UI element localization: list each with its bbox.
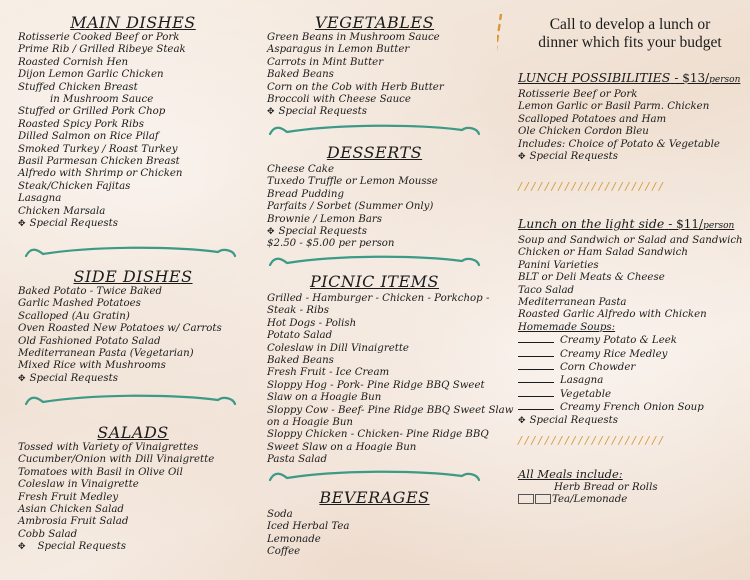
list-item: BLT or Deli Meats & Cheese (518, 272, 665, 284)
list-item: Potato Salad (267, 330, 333, 342)
light-side-per: person (703, 221, 735, 231)
list-item: Lasagna (18, 193, 62, 205)
lunch-possibilities-list (518, 89, 746, 163)
list-item: Rotisserie Cooked Beef or Pork (18, 32, 180, 43)
soup-item (518, 348, 746, 361)
list-item: Corn on the Cob with Herb Butter (267, 81, 444, 93)
bullet-icon: ✥ (518, 415, 526, 426)
lunch-possibilities-price: - $13/ (674, 71, 710, 85)
call-banner (516, 16, 744, 52)
soup-item (518, 334, 746, 347)
special-requests (18, 218, 248, 230)
main-dishes-title: MAIN DISHES (70, 13, 196, 32)
salads-section (18, 424, 248, 554)
bullet-icon: ✥ (18, 373, 26, 384)
soup-item (518, 374, 746, 387)
beverages-section (267, 489, 482, 559)
call-line-2: dinner which fits your budget (538, 34, 722, 51)
light-side-label: Lunch on the light side (518, 216, 665, 231)
list-item: Panini Varieties (518, 259, 599, 271)
lunch-possibilities-label: LUNCH POSSIBILITIES (518, 70, 671, 85)
list-item: Mixed Rice with Mushrooms (18, 360, 166, 372)
list-item: Cucumber/Onion with Dill Vinaigrette (18, 454, 215, 466)
picnic-list (267, 293, 514, 467)
soup-label: Lasagna (560, 375, 604, 387)
list-item: on a Hoagie Bun (267, 417, 353, 429)
list-item: Dijon Lemon Garlic Chicken (18, 69, 164, 81)
checkbox-icon (518, 494, 534, 504)
list-item: Coleslaw in Vinaigrette (18, 479, 139, 491)
lunch-possibilities-per: person (709, 75, 741, 85)
all-meals-title: All Meals include: (518, 467, 623, 481)
list-item: Oven Roasted New Potatoes w/ Carrots (18, 323, 222, 335)
soup-label: Corn Chowder (560, 362, 636, 374)
list-item: Grilled - Hamburger - Chicken - Porkchop - (267, 293, 490, 304)
vegetables-title: VEGETABLES (314, 13, 435, 32)
slash-divider: ////////////////////// (518, 180, 666, 193)
list-item: Roasted Cornish Hen (18, 56, 129, 68)
special-requests-label: Special Requests (529, 414, 618, 426)
blank-line (518, 361, 554, 370)
list-item: Roasted Spicy Pork Ribs (18, 118, 144, 130)
list-item: in Mushroom Sauce (50, 94, 154, 106)
lunch-possibilities-title (518, 70, 746, 88)
list-item: Brownie / Lemon Bars (267, 213, 383, 225)
bullet-icon: ✥ (18, 219, 26, 230)
main-dishes-section (18, 14, 248, 231)
light-side-price: - $11/ (668, 217, 704, 231)
special-requests (518, 151, 746, 163)
list-item: Lemon Garlic or Basil Parm. Chicken (518, 101, 710, 113)
special-requests-label: Special Requests (529, 151, 618, 163)
list-item: Chicken or Ham Salad Sandwich (518, 247, 688, 259)
desserts-list (267, 164, 482, 251)
list-item: Sloppy Chicken - Chicken- Pine Ridge BBQ (267, 429, 489, 441)
special-requests (18, 373, 248, 385)
special-requests-label: Special Requests (29, 372, 118, 384)
list-item: Baked Beans (267, 355, 334, 367)
desserts-title: DESSERTS (326, 143, 423, 162)
list-item: Soda (267, 509, 293, 520)
special-requests-label: Special Requests (29, 218, 118, 230)
checkbox-icon (535, 494, 551, 504)
list-item: Baked Potato - Twice Baked (18, 286, 163, 297)
all-meals-section (516, 466, 746, 507)
blank-line (518, 334, 554, 343)
blank-line (518, 388, 554, 397)
side-dishes-section (18, 268, 248, 385)
list-item: Cheese Cake (267, 164, 334, 175)
list-item: Stuffed or Grilled Pork Chop (18, 106, 166, 118)
list-item: Herb Bread or Rolls (554, 482, 658, 493)
soup-item (518, 361, 746, 374)
list-item: Broccoli with Cheese Sauce (267, 94, 411, 106)
list-item: Tomatoes with Basil in Olive Oil (18, 466, 183, 478)
list-item: Roasted Garlic Alfredo with Chicken (518, 309, 707, 321)
list-item: Asian Chicken Salad (18, 504, 124, 516)
soup-label: Creamy Rice Medley (560, 348, 668, 360)
list-item: Alfredo with Shrimp or Chicken (18, 168, 183, 180)
list-item: Dilled Salmon on Rice Pilaf (18, 131, 159, 143)
list-item: Mediterranean Pasta (518, 297, 627, 309)
bullet-icon: ✥ (267, 107, 275, 118)
special-requests (518, 415, 746, 427)
light-side-title (516, 216, 746, 234)
list-item: Mediterranean Pasta (Vegetarian) (18, 348, 194, 360)
list-item: Prime Rib / Grilled Ribeye Steak (18, 44, 186, 56)
list-item: Iced Herbal Tea (267, 521, 350, 533)
special-requests-label: Special Requests (37, 541, 126, 553)
list-item: Green Beans in Mushroom Sauce (267, 32, 440, 43)
side-dishes-title: SIDE DISHES (73, 267, 193, 286)
list-item: Taco Salad (518, 284, 575, 296)
desserts-section (267, 144, 482, 251)
list-item: Steak/Chicken Fajitas (18, 180, 131, 192)
main-dishes-list (18, 32, 248, 231)
list-item: Steak - Ribs (267, 305, 329, 317)
all-meals-list (516, 482, 746, 507)
list-item: Parfaits / Sorbet (Summer Only) (267, 201, 434, 213)
list-item: Pasta Salad (267, 454, 328, 466)
list-item: Lemonade (267, 533, 321, 545)
bullet-icon: ✥ (267, 227, 275, 238)
beverages-title: BEVERAGES (319, 488, 430, 507)
blank-line (518, 374, 554, 383)
special-requests (267, 226, 482, 238)
salads-list (18, 442, 248, 554)
lunch-possibilities-section (518, 70, 746, 163)
list-item: Tossed with Variety of Vinaigrettes (18, 442, 199, 453)
swoosh-divider (23, 392, 238, 412)
slash-divider: ////////////////////// (518, 434, 666, 447)
list-item: Coffee (267, 546, 301, 558)
call-line-1: Call to develop a lunch or (549, 16, 711, 33)
picnic-title: PICNIC ITEMS (310, 272, 439, 291)
special-requests (267, 106, 482, 118)
side-dishes-list (18, 286, 248, 385)
swoosh-divider (23, 244, 238, 264)
list-item: Cobb Salad (18, 528, 78, 540)
list-item: Slaw on a Hoagie Bun (267, 392, 382, 404)
list-item: Smoked Turkey / Roast Turkey (18, 143, 178, 155)
list-item: Scalloped Potatoes and Ham (518, 113, 667, 125)
list-item: Includes: Choice of Potato & Vegetable (518, 138, 720, 150)
special-requests-label: Special Requests (278, 226, 367, 238)
bullet-icon: ✥ (18, 542, 26, 553)
blank-line (518, 348, 554, 357)
special-requests-label: Special Requests (278, 106, 367, 118)
list-item: Coleslaw in Dill Vinaigrette (267, 342, 409, 354)
list-item: Hot Dogs - Polish (267, 317, 357, 329)
list-item: Garlic Mashed Potatoes (18, 298, 141, 310)
soups-title: Homemade Soups: (518, 321, 616, 333)
list-item: Sweet Slaw on a Hoagie Bun (267, 441, 417, 453)
vegetables-list (267, 32, 482, 119)
vertical-divider (497, 14, 505, 574)
soup-label: Creamy Potato & Leek (560, 335, 677, 347)
salads-title: SALADS (97, 423, 169, 442)
soup-item (518, 388, 746, 401)
list-item: Soup and Sandwich or Salad and Sandwich (518, 235, 743, 246)
list-item: Scalloped (Au Gratin) (18, 310, 130, 322)
light-side-section (516, 216, 746, 427)
list-item: Carrots in Mint Butter (267, 56, 384, 68)
special-requests (18, 541, 248, 553)
list-item: Fresh Fruit - Ice Cream (267, 367, 390, 379)
list-item: Sloppy Hog - Pork- Pine Ridge BBQ Sweet (267, 379, 485, 391)
swoosh-divider (267, 468, 482, 488)
list-item: Sloppy Cow - Beef- Pine Ridge BBQ Sweet Slaw (267, 404, 514, 416)
list-item: Ole Chicken Cordon Bleu (518, 126, 649, 138)
list-item: Baked Beans (267, 69, 334, 81)
list-item: Tuxedo Truffle or Lemon Mousse (267, 176, 438, 188)
soup-label: Creamy French Onion Soup (560, 402, 704, 414)
list-item: Old Fashioned Potato Salad (18, 335, 161, 347)
picnic-section (267, 272, 514, 467)
dessert-price: $2.50 - $5.00 per person (267, 238, 395, 250)
list-item: Fresh Fruit Medley (18, 491, 119, 503)
swoosh-divider (267, 253, 482, 273)
list-item: Asparagus in Lemon Butter (267, 44, 410, 56)
list-item: Stuffed Chicken Breast (18, 81, 138, 93)
bullet-icon: ✥ (518, 152, 526, 163)
list-item: Chicken Marsala (18, 205, 106, 217)
list-item: Basil Parmesan Chicken Breast (18, 156, 180, 168)
soup-item (518, 401, 746, 414)
list-item: Rotisserie Beef or Pork (518, 89, 638, 100)
list-item (518, 494, 746, 506)
blank-line (518, 401, 554, 410)
vegetables-section (267, 14, 482, 119)
all-meals-item-label: Tea/Lemonade (552, 494, 628, 506)
list-item: Ambrosia Fruit Salad (18, 516, 129, 528)
swoosh-divider (267, 122, 482, 142)
beverages-list (267, 509, 482, 559)
list-item: Bread Pudding (267, 188, 345, 200)
soup-label: Vegetable (560, 388, 611, 400)
light-side-list (516, 235, 746, 427)
